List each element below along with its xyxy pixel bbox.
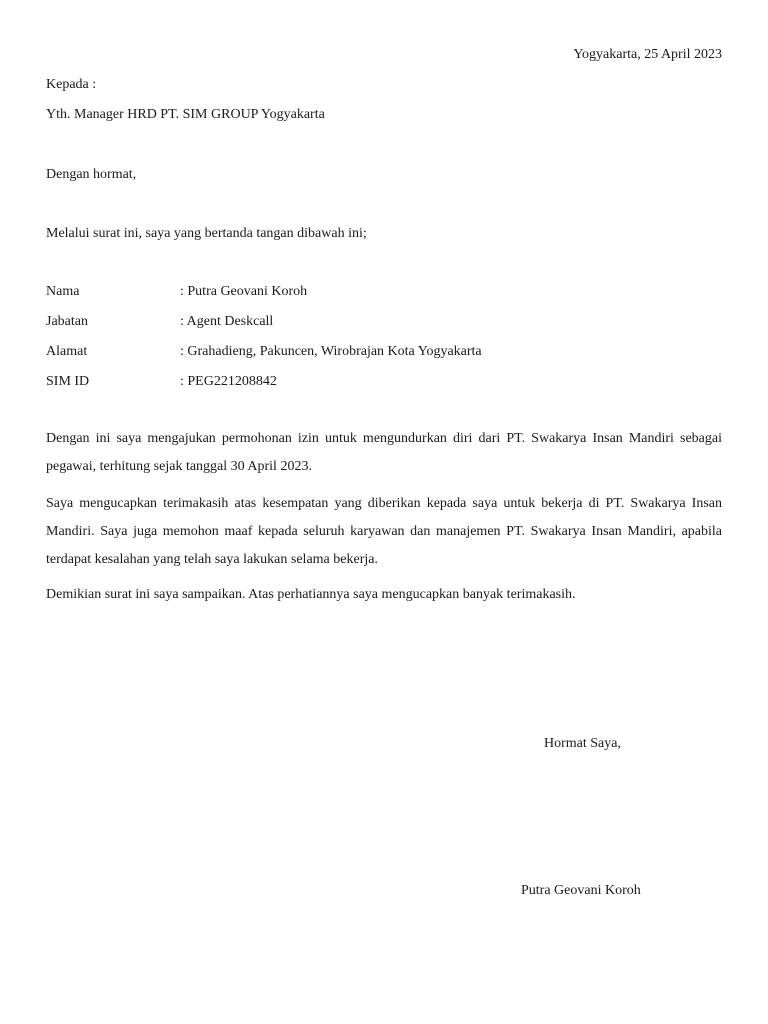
field-value-address: : Grahadieng, Pakuncen, Wirobrajan Kota Yogyakarta <box>180 344 482 359</box>
intro-text: Melalui surat ini, saya yang bertanda tangan dibawah ini; <box>46 226 367 241</box>
recipient-label: Kepada : <box>46 77 97 92</box>
body-paragraph-resignation: Dengan ini saya mengajukan permohonan izin untuk mengundurkan diri dari PT. Swakarya Insan Mandiri sebagai pegawai, terhitung sejak tanggal 30 April 2023. <box>46 431 722 474</box>
letter-date: Yogyakarta, 25 April 2023 <box>573 47 722 62</box>
closing-salutation: Hormat Saya, <box>544 736 621 751</box>
field-row-address <box>46 343 722 373</box>
field-row-name <box>46 283 722 313</box>
identity-fields <box>46 283 722 403</box>
field-value-position: : Agent Deskcall <box>180 314 274 329</box>
signer-name: Putra Geovani Koroh <box>521 883 641 898</box>
body-paragraph-thanks: Saya mengucapkan terimakasih atas kesempatan yang diberikan kepada saya untuk bekerja di PT. Swakarya Insan Mandiri. Saya juga memohon maaf kepada seluruh karyawan dan manajemen PT. Swakarya Insan Mandiri, apabila terdapat kesalahan yang telah saya lakukan selama bekerja. <box>46 496 722 567</box>
field-label-address: Alamat <box>46 344 88 359</box>
field-row-sim-id <box>46 373 722 403</box>
field-label-position: Jabatan <box>46 314 88 329</box>
field-value-name: : Putra Geovani Koroh <box>180 284 308 299</box>
recipient-name: Yth. Manager HRD PT. SIM GROUP Yogyakarta <box>46 107 325 122</box>
field-row-position <box>46 313 722 343</box>
field-value-sim-id: : PEG221208842 <box>180 374 277 389</box>
greeting: Dengan hormat, <box>46 167 137 182</box>
body-paragraph-closing: Demikian surat ini saya sampaikan. Atas perhatiannya saya mengucapkan banyak terimakasih. <box>46 587 576 602</box>
field-label-sim-id: SIM ID <box>46 374 90 389</box>
field-label-name: Nama <box>46 284 80 299</box>
